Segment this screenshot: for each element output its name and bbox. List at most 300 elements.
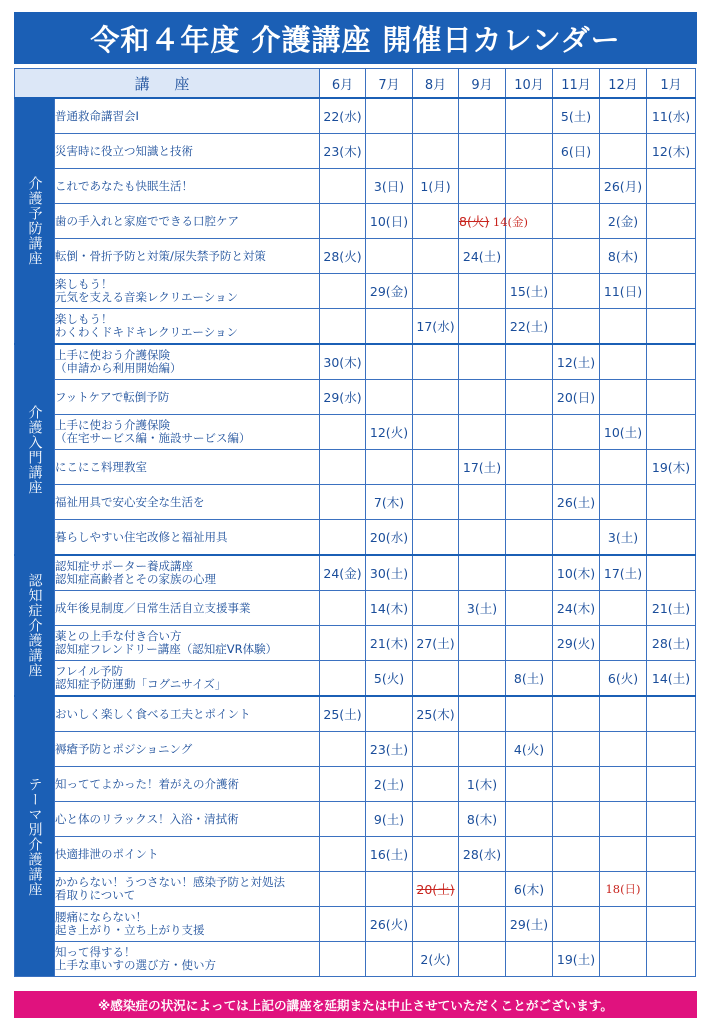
date-cell: 28(火) [320,239,366,274]
date-cell: 2(金) [600,204,647,239]
date-cell [506,555,553,591]
date-cell [459,309,506,345]
course-name [55,380,320,415]
date-cell [320,732,366,767]
rescheduled-date: 14(金) [489,215,528,229]
date-cell: 8(木) [600,239,647,274]
table-row [15,767,696,802]
date-cell: 28(土) [647,626,696,661]
date-cell [459,344,506,380]
date-cell: 6(火) [600,661,647,697]
date-cell [413,520,459,556]
date-cell: 27(土) [413,626,459,661]
date-cell [459,907,506,942]
date-cell [413,907,459,942]
date-cell [506,520,553,556]
date-cell [647,274,696,309]
table-row [15,942,696,977]
date-cell [413,802,459,837]
course-name-line: フットケアで転倒予防 [55,389,170,404]
date-cell [600,450,647,485]
date-cell: 15(土) [506,274,553,309]
date-cell [506,696,553,732]
course-name-line: 歯の手入れと家庭でできる口腔ケア [55,213,239,228]
date-cell [600,837,647,872]
calendar-table [14,68,696,977]
course-name-line: 心と体のリラックス！入浴・清拭術 [55,811,239,826]
date-cell [553,661,600,697]
month-header: 8月 [413,69,459,99]
date-cell [320,274,366,309]
date-cell [320,450,366,485]
table-row [15,415,696,450]
course-name-line: 認知症予防運動「コグニサイズ」 [55,677,227,691]
date-cell [459,415,506,450]
date-cell [366,309,413,345]
date-cell [553,450,600,485]
date-cell [320,872,366,907]
date-cell: 3(日) [366,169,413,204]
date-cell [553,415,600,450]
date-cell: 23(木) [320,134,366,169]
date-cell: 1(木) [459,767,506,802]
date-cell: 12(木) [647,134,696,169]
course-name-line: 薬との上手な付き合い方 [55,629,182,643]
table-row [15,485,696,520]
date-cell [553,309,600,345]
date-cell: 19(土) [553,942,600,977]
date-cell [413,344,459,380]
date-cell: 29(土) [506,907,553,942]
date-cell: 21(木) [366,626,413,661]
course-name-line: 腰痛にならない！ [55,910,147,924]
date-cell [647,942,696,977]
date-cell [459,661,506,697]
date-cell [506,626,553,661]
date-cell: 5(火) [366,661,413,697]
table-row [15,872,696,907]
date-cell: 10(日) [366,204,413,239]
date-cell [553,169,600,204]
date-cell [600,767,647,802]
date-cell [320,907,366,942]
course-name [55,837,320,872]
date-cell: 29(水) [320,380,366,415]
course-name-line: わくわくドキドキレクリエーション [55,325,238,339]
date-cell [600,309,647,345]
date-cell [320,661,366,697]
date-cell [413,555,459,591]
page-title: 令和４年度 介護講座 開催日カレンダー [14,12,697,64]
date-cell [366,942,413,977]
date-cell [320,169,366,204]
course-name [55,661,320,697]
date-cell [506,98,553,134]
course-name [55,98,320,134]
course-name-line: 認知症高齢者とその家族の心理 [55,572,216,586]
date-cell: 11(水) [647,98,696,134]
table-row [15,450,696,485]
date-cell: 26(火) [366,907,413,942]
course-name [55,415,320,450]
date-cell [553,872,600,907]
date-cell: 17(土) [600,555,647,591]
table-row [15,626,696,661]
date-cell [506,485,553,520]
month-header: 7月 [366,69,413,99]
table-row [15,520,696,556]
date-cell [506,942,553,977]
course-name [55,802,320,837]
date-cell: 20(日) [553,380,600,415]
date-cell [459,169,506,204]
course-name-line: 上手な車いすの選び方・使い方 [55,958,216,972]
course-name [55,169,320,204]
table-row [15,98,696,134]
date-cell [647,415,696,450]
category-label: 介護予防講座 [15,98,55,344]
date-cell [647,837,696,872]
date-cell [320,942,366,977]
date-cell [647,239,696,274]
course-name [55,626,320,661]
course-name-line: 認知症サポーター養成講座 [55,559,193,573]
date-cell [553,907,600,942]
course-name-line: 楽しもう！ [55,277,113,291]
date-cell [647,696,696,732]
date-cell [600,907,647,942]
notice-banner: ※感染症の状況によっては上記の講座を延期または中止させていただくことがございます。 [14,991,697,1018]
date-cell: 22(土) [506,309,553,345]
course-name [55,239,320,274]
course-name-line: 認知症フレンドリー講座（認知症VR体験） [55,642,278,656]
date-cell [366,98,413,134]
date-cell: 3(土) [600,520,647,556]
date-cell: 29(火) [553,626,600,661]
date-cell: 14(土) [647,661,696,697]
date-cell [600,626,647,661]
date-cell [600,344,647,380]
date-cell: 28(水) [459,837,506,872]
date-cell [506,344,553,380]
course-name-line: 知って得する！ [55,945,136,959]
course-name-line: 元気を支える音楽レクリエーション [55,290,239,304]
date-cell [506,767,553,802]
month-header: 12月 [600,69,647,99]
course-name [55,450,320,485]
date-cell [459,134,506,169]
date-cell [320,520,366,556]
date-cell [600,802,647,837]
course-name [55,767,320,802]
date-cell [413,591,459,626]
date-cell: 24(金) [320,555,366,591]
date-cell [320,204,366,239]
table-row [15,380,696,415]
cancelled-date: 8(火) [459,214,490,229]
date-cell [647,520,696,556]
date-cell: 10(木) [553,555,600,591]
date-cell [647,802,696,837]
month-header: 6月 [320,69,366,99]
date-cell [553,696,600,732]
date-cell [413,274,459,309]
month-header: 9月 [459,69,506,99]
date-cell [553,802,600,837]
date-cell: 10(土) [600,415,647,450]
category-label: 認知症介護講座 [15,555,55,696]
date-cell: 17(水) [413,309,459,345]
date-cell: 25(土) [320,696,366,732]
date-cell [553,274,600,309]
header-row [15,69,696,99]
date-cell: 7(木) [366,485,413,520]
table-row [15,837,696,872]
course-name [55,309,320,345]
calendar-body [15,98,696,977]
course-name-line: 看取りについて [55,888,136,902]
course-header: 講 座 [15,69,320,99]
date-cell: 4(火) [506,732,553,767]
date-cell: 24(土) [459,239,506,274]
date-cell [600,485,647,520]
date-cell [600,380,647,415]
table-row [15,696,696,732]
date-cell [459,520,506,556]
date-cell: 3(土) [459,591,506,626]
date-cell [366,239,413,274]
date-cell [506,802,553,837]
date-cell [600,696,647,732]
date-cell [553,837,600,872]
date-cell [600,732,647,767]
date-cell: 12(土) [553,344,600,380]
date-cell: 6(木) [506,872,553,907]
date-cell [459,942,506,977]
date-cell: 30(土) [366,555,413,591]
date-cell [459,696,506,732]
date-cell [320,837,366,872]
date-cell [459,98,506,134]
category-label: テーマ別介護講座 [15,696,55,977]
date-cell [506,380,553,415]
date-cell: 12(火) [366,415,413,450]
date-cell [366,696,413,732]
date-cell [320,415,366,450]
course-name [55,591,320,626]
date-cell [320,591,366,626]
date-cell [366,134,413,169]
date-cell [506,415,553,450]
table-row [15,802,696,837]
course-name-line: 知っててよかった！着がえの介護術 [55,776,239,791]
date-cell [506,591,553,626]
date-cell [506,450,553,485]
course-name [55,520,320,556]
course-name-line: 起き上がり・立ち上がり支援 [55,923,205,937]
date-cell: 20(水) [366,520,413,556]
date-cell: 23(土) [366,732,413,767]
course-name-line: （申請から利用開始編） [55,361,182,375]
date-cell [459,626,506,661]
date-cell [459,872,506,907]
course-name [55,274,320,309]
date-cell [459,204,528,239]
date-cell [600,872,647,907]
date-cell: 19(木) [647,450,696,485]
month-header: 11月 [553,69,600,99]
date-cell [320,309,366,345]
course-name [55,485,320,520]
course-name-line: 成年後見制度／日常生活自立支援事業 [55,600,251,615]
table-row [15,907,696,942]
table-row [15,661,696,697]
date-cell [366,344,413,380]
date-cell [600,134,647,169]
table-row [15,169,696,204]
table-row [15,204,696,239]
date-cell [647,309,696,345]
date-cell [459,732,506,767]
date-cell [647,485,696,520]
date-cell: 2(土) [366,767,413,802]
table-row [15,274,696,309]
date-cell: 1(月) [413,169,459,204]
date-cell [647,344,696,380]
date-cell [320,802,366,837]
course-name-line: 転倒・骨折予防と対策/尿失禁予防と対策 [55,248,266,263]
date-cell: 5(土) [553,98,600,134]
table-row [15,309,696,345]
course-name [55,134,320,169]
date-cell [506,239,553,274]
course-name-line: 上手に使おう介護保険 [55,348,170,362]
month-header: 10月 [506,69,553,99]
date-cell: 8(木) [459,802,506,837]
course-name-line: フレイル予防 [55,664,123,678]
course-name-line: 上手に使おう介護保険 [55,418,170,432]
date-cell [320,485,366,520]
date-cell [413,732,459,767]
course-name-line: 快適排泄のポイント [55,846,159,861]
date-cell [459,485,506,520]
date-cell [647,555,696,591]
date-cell [553,732,600,767]
date-cell: 25(木) [413,696,459,732]
date-cell [413,415,459,450]
date-cell: 29(金) [366,274,413,309]
date-cell [413,661,459,697]
course-name-line: 楽しもう！ [55,312,113,326]
date-cell: 9(土) [366,802,413,837]
date-cell [553,239,600,274]
date-cell [413,239,459,274]
course-name [55,942,320,977]
course-name-line: にこにこ料理教室 [55,459,147,474]
date-cell: 30(木) [320,344,366,380]
course-name-line: 褥瘡予防とポジショニング [55,741,193,756]
table-row [15,555,696,591]
category-label: 介護入門講座 [15,344,55,555]
date-cell [600,591,647,626]
date-cell [647,907,696,942]
date-cell [553,520,600,556]
date-cell: 6(日) [553,134,600,169]
date-cell: 26(土) [553,485,600,520]
date-cell: 11(日) [600,274,647,309]
course-name-line: これであなたも快眠生活！ [55,178,193,193]
date-cell [647,380,696,415]
date-cell: 14(木) [366,591,413,626]
date-cell [413,872,459,907]
course-name [55,872,320,907]
date-cell [600,98,647,134]
course-name [55,555,320,591]
date-cell [366,450,413,485]
cancelled-date: 20(土) [416,882,455,897]
date-cell [506,134,553,169]
date-cell [413,837,459,872]
course-name-line: 災害時に役立つ知識と技術 [55,143,193,158]
date-cell [413,380,459,415]
course-name-line: おいしく楽しく食べる工夫とポイント [55,706,251,721]
date-cell: 8(土) [506,661,553,697]
course-name [55,732,320,767]
date-cell [320,767,366,802]
date-cell [413,485,459,520]
course-name-line: 福祉用具で安心安全な生活を [55,494,205,509]
date-cell [459,274,506,309]
date-cell: 22(水) [320,98,366,134]
date-cell [413,450,459,485]
date-cell [600,942,647,977]
date-cell [647,872,696,907]
date-cell [459,380,506,415]
date-cell: 26(月) [600,169,647,204]
date-cell [459,555,506,591]
date-cell [553,767,600,802]
date-cell: 17(土) [459,450,506,485]
month-header: 1月 [647,69,696,99]
table-row [15,732,696,767]
date-cell [647,204,696,239]
date-cell [320,626,366,661]
date-cell [366,380,413,415]
date-cell: 24(木) [553,591,600,626]
course-name-line: （在宅サービス編・施設サービス編） [55,431,251,445]
course-name-line: 暮らしやすい住宅改修と福祉用具 [55,529,228,544]
date-cell [413,98,459,134]
date-cell: 2(火) [413,942,459,977]
date-cell [647,169,696,204]
course-name [55,344,320,380]
date-cell [413,767,459,802]
table-row [15,239,696,274]
rescheduled-date: 18(日) [605,882,641,896]
date-cell: 16(土) [366,837,413,872]
date-cell: 21(土) [647,591,696,626]
course-name [55,204,320,239]
date-cell [366,872,413,907]
date-cell [506,837,553,872]
course-name [55,696,320,732]
course-name [55,907,320,942]
table-row [15,344,696,380]
table-row [15,134,696,169]
date-cell [553,204,600,239]
date-cell [413,134,459,169]
course-name-line: かからない！うつさない！感染予防と対処法 [55,875,285,889]
